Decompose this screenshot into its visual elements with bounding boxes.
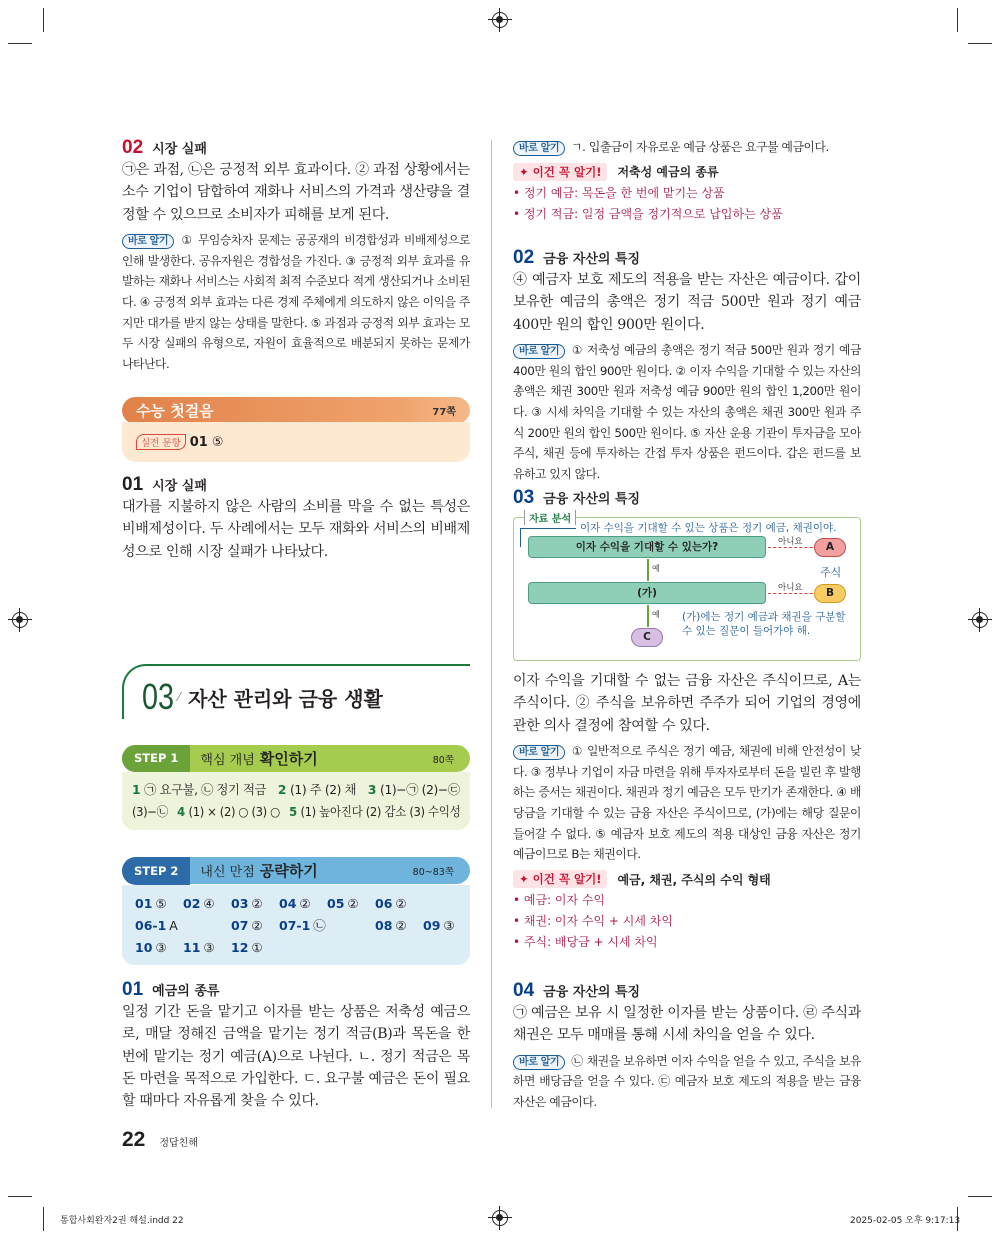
answer-number: 1 [132, 782, 141, 797]
registration-mark-icon [12, 612, 28, 628]
node-label: C [643, 631, 651, 643]
step1-banner [122, 745, 470, 772]
answer-item [177, 801, 280, 823]
banner-title: 수능 첫걸음 [136, 402, 214, 420]
answer-line [132, 779, 460, 801]
analysis-tag: 자료 분석 [524, 510, 576, 525]
baro-tag: 바로 알기 [513, 1055, 565, 1070]
answer-number: 07 [231, 918, 249, 933]
answer-cell [135, 937, 183, 959]
answer-number: 06-1 [135, 918, 167, 933]
page-footer [122, 1128, 198, 1152]
answer-value: ② [347, 896, 359, 911]
answer-section-01 [122, 474, 470, 563]
answer-number: 03 [231, 896, 249, 911]
step2-answers [122, 885, 470, 965]
answer-value: ⑤ [211, 434, 224, 450]
baro-tag: 바로 알기 [513, 745, 565, 760]
answer-section-03-text [513, 670, 861, 953]
page-number: 22 [122, 1128, 146, 1151]
answer-value: A [169, 918, 178, 933]
answer-number: 2 [277, 782, 287, 797]
answer-value: ③ [155, 940, 167, 955]
explanation-text: 이자 수익을 기대할 수 없는 금융 자산은 주식이므로, A는 주식이다. ② 주식을 보유하면 주주가 되어 기업의 경영에 관한 의사 결정에 참여할 수 있다. [513, 673, 861, 734]
baro-text: ㄱ. 입출금이 자유로운 예금 상품은 요구불 예금이다. [571, 140, 829, 154]
answer-item [289, 801, 460, 823]
yes-arrow [647, 559, 649, 581]
answer-value: ② [395, 896, 407, 911]
explanation-text: 대가를 지불하지 않은 사람의 소비를 막을 수 없는 특성은 비배제성이다. 두 사례에서는 모두 재화와 서비스의 비배제성으로 인해 시장 실패가 나타났다. [122, 499, 470, 560]
flow-diagram [513, 514, 861, 661]
slash-ornament: ⁄ [178, 690, 181, 704]
question-box-1 [528, 536, 766, 558]
answer-number: 10 [135, 940, 153, 955]
node-a-label: 주식 [820, 566, 842, 579]
answer-section-04 [513, 980, 861, 1113]
answer-cell [423, 893, 463, 915]
question-number: 02 [513, 247, 535, 268]
step-title: 핵심 개념 [200, 753, 255, 768]
step-title-strong: 공략하기 [259, 862, 318, 880]
answer-cell [375, 893, 423, 915]
bullet-item: • 정기 예금: 목돈을 한 번에 맡기는 상품 [513, 185, 725, 200]
step2-banner [122, 857, 470, 884]
node-b [814, 584, 846, 603]
answer-number: 4 [177, 804, 185, 819]
step-label: STEP 1 [122, 745, 190, 772]
answer-text: ㉠ 요구불, ㉡ 정기 적금 [144, 782, 267, 797]
baro-tag: 바로 알기 [513, 141, 565, 156]
answer-cell [183, 937, 231, 959]
answer-cell [327, 915, 375, 937]
answer-number: 5 [289, 804, 297, 819]
baro-text: ① 일반적으로 주식은 정기 예금, 채권에 비해 안전성이 낮다. ③ 정부나 기업이 자금 마련을 위해 투자자로부터 돈을 빌린 후 발행하는 증서는 채권이다. 채권과 정기 예금은 모두 만기가 존재한다. ④ 배당금을 기대할 수 있는 금융 자산은 주식이므로, (가)에는 해당 질문이 들어갈 수 없다. ⑤ 예금자 보호 제도의 적용 대상인 금융 자산은 정기 예금이므로 B는 채권이다. [513, 743, 861, 862]
answer-text: (1) × (2) ○ (3) ○ [188, 804, 280, 819]
answer-number: 04 [279, 896, 297, 911]
answer-value: ① [251, 940, 263, 955]
step1-answers [122, 772, 470, 830]
answer-number: 3 [367, 782, 377, 797]
answer-number: 11 [183, 940, 201, 955]
registration-mark-icon [492, 12, 508, 28]
explanation-text: ㉠ 예금은 보유 시 일정한 이자를 받는 상품이다. ㉣ 주식과 채권은 모두 매매를 통해 시세 차익을 얻을 수 있다. [513, 1005, 861, 1044]
answer-cell [327, 937, 375, 959]
page-ref: 77쪽 [432, 407, 456, 418]
answer-value: ② [251, 896, 263, 911]
column-divider [491, 140, 492, 1108]
answer-item [368, 779, 460, 801]
step-title-strong: 확인하기 [259, 750, 318, 768]
answer-text: (3)−㉡ [132, 804, 168, 819]
answer-line [132, 801, 460, 823]
question-number: 02 [122, 137, 144, 158]
must-know-title: 예금, 채권, 주식의 수익 형태 [617, 872, 771, 887]
answer-number: 01 [189, 434, 208, 450]
book-label: 정답친해 [159, 1138, 198, 1149]
answer-value: ㉡ [313, 918, 326, 933]
must-know-title: 저축성 예금의 종류 [617, 165, 719, 180]
question-box-2 [528, 582, 766, 604]
answer-cell [231, 893, 279, 915]
section-title: 금융 자산의 특징 [543, 492, 641, 507]
speech-note: 이자 수익을 기대할 수 있는 상품은 정기 예금, 채권이야. [580, 522, 837, 534]
yes-arrow [647, 605, 649, 627]
no-label: 아니요 [778, 537, 803, 547]
question-text: 이자 수익을 기대할 수 있는가? [575, 541, 719, 553]
answer-cell [183, 893, 231, 915]
yes-label: 예 [652, 564, 660, 573]
answer-section-02-right [513, 247, 861, 485]
baro-tag: 바로 알기 [122, 234, 174, 249]
right-top [513, 137, 861, 225]
page-ref: 80쪽 [432, 754, 454, 766]
node-c [631, 628, 663, 647]
answer-cell [327, 893, 375, 915]
crop-mark [8, 1196, 32, 1197]
answer-text: (1) 주 (2) 채 [290, 782, 357, 797]
connector-line [520, 528, 576, 529]
section-title: 금융 자산의 특징 [543, 252, 641, 267]
question-number: 03 [513, 487, 535, 508]
step-label: STEP 2 [122, 857, 190, 885]
must-know-tag: ✦ 이건 꼭 알기! [513, 163, 607, 181]
answer-cell [423, 915, 463, 937]
bullet-item: • 주식: 배당금 + 시세 차익 [513, 935, 658, 950]
answer-number: 02 [183, 896, 201, 911]
answer-value: ⑤ [155, 896, 167, 911]
registration-mark-icon [972, 612, 988, 628]
answer-section-02 [122, 137, 470, 375]
answer-value: ③ [443, 918, 455, 933]
question-number: 01 [122, 979, 144, 1000]
section-title: 예금의 종류 [152, 984, 220, 999]
answer-item [132, 779, 266, 801]
baro-text: ㉡ 채권을 보유하면 이자 수익을 얻을 수 있고, 주식을 보유하면 배당금을 얻을 수 있다. ㉢ 예금자 보호 제도의 적용을 받는 금융 자산은 예금이다. [513, 1053, 861, 1109]
answer-value: ② [251, 918, 263, 933]
answer-value: ② [299, 896, 311, 911]
speech-note: (가)에는 정기 예금과 채권을 구분할 수 있는 질문이 들어가야 해. [682, 611, 846, 637]
answer-number: 01 [135, 896, 153, 911]
crop-mark [957, 8, 958, 32]
answer-cell [135, 915, 183, 937]
section-title: 금융 자산의 특징 [543, 985, 641, 1000]
chapter-title [138, 676, 383, 718]
answer-number: 07-1 [279, 918, 311, 933]
answer-cell [423, 937, 463, 959]
step-title: 내신 만점 [200, 865, 255, 880]
answer-number: 09 [423, 918, 441, 933]
crop-mark [8, 43, 32, 44]
bullet-item: • 예금: 이자 수익 [513, 893, 606, 908]
chapter-name: 자산 관리와 금융 생활 [188, 686, 383, 711]
answer-cell [183, 915, 231, 937]
answer-item [278, 779, 356, 801]
crop-mark [43, 8, 44, 32]
must-know-tag: ✦ 이건 꼭 알기! [513, 870, 607, 888]
answer-cell [135, 893, 183, 915]
answer-number: 12 [231, 940, 249, 955]
answer-number: 05 [327, 896, 345, 911]
baro-text: ① 저축성 예금의 총액은 정기 적금 500만 원과 정기 예금 400만 원의 합인 900만 원이다. ② 이자 수익을 기대할 수 있는 자산의 총액은 채권 300만 원과 저축성 예금 900만 원의 합인 1,200만 원이다. ③ 시세 차익을 기대할 수 있는 자산의 총액은 채권 300만 원과 주식 200만 원의 합인 500만 원이다. ⑤ 자산 운용 기관이 투자금을 모아 주식, 채권 등에 투자하는 간접 투자 상품은 펀드이다. 갑은 펀드를 보유하고 있지 않다. [513, 342, 861, 482]
practice-tag: 실전 문항 [136, 434, 186, 450]
chapter-number: 03 [142, 676, 175, 717]
bullet-item: • 정기 적금: 일정 금액을 정기적으로 납입하는 상품 [513, 206, 783, 221]
no-label: 아니요 [778, 583, 803, 593]
answer-number: 06 [375, 896, 393, 911]
answer-text: (1) 높아진다 (2) 감소 (3) 수익성 [300, 804, 461, 819]
page-ref: 80~83쪽 [412, 866, 454, 878]
crop-mark [43, 1207, 44, 1231]
answer-cell [279, 937, 327, 959]
yes-label: 예 [652, 610, 660, 619]
print-date: 2025-02-05 오후 9:17:13 [850, 1216, 961, 1226]
answer-cell [231, 915, 279, 937]
answer-cell [375, 915, 423, 937]
node-label: A [825, 541, 835, 553]
answer-cell [231, 937, 279, 959]
answer-value: ③ [203, 940, 215, 955]
suneung-banner [122, 397, 470, 424]
explanation-text: 일정 기간 돈을 맡기고 이자를 받는 상품은 저축성 예금으로, 매달 정해진 금액을 맡기는 정기 적금(B)과 목돈을 한 번에 맡기는 정기 예금(A)으로 나뉜다. ㄴ. 정기 적금은 목돈 마련을 목적으로 가입한다. ㄷ. 요구불 예금은 돈이 필요할 때마다 자유롭게 찾을 수 있다. [122, 1004, 470, 1110]
node-a [814, 538, 846, 557]
answer-cell [375, 937, 423, 959]
answer-value: ④ [203, 896, 215, 911]
bullet-item: • 채권: 이자 수익 + 시세 차익 [513, 914, 673, 929]
baro-tag: 바로 알기 [513, 344, 565, 359]
registration-mark-icon [492, 1210, 508, 1226]
node-label: B [825, 587, 834, 599]
section-title: 시장 실패 [152, 142, 207, 157]
connector-line [520, 528, 521, 547]
crop-mark [968, 43, 992, 44]
no-arrow [768, 593, 818, 594]
question-number: 01 [122, 474, 144, 495]
explanation-text: ㉠은 과점, ㉡은 긍정적 외부 효과이다. ② 과점 상황에서는 소수 기업이 담합하여 재화나 서비스의 가격과 생산량을 결정할 수 있으므로 소비자가 피해를 보게 된다. [122, 162, 470, 223]
crop-mark [968, 1196, 992, 1197]
baro-text: ① 무임승차자 문제는 공공재의 비경합성과 비배제성으로 인해 발생한다. 공유자원은 경합성을 가진다. ③ 긍정적 외부 효과를 유발하는 재화나 서비스는 사회적 최적 수준보다 적게 생산되거나 소비된다. ④ 긍정적 외부 효과는 다른 경제 주체에게 의도하지 않은 이익을 주지만 대가를 받지 않는 상태를 말한다. ⑤ 과점과 긍정적 외부 효과는 모두 시장 실패의 유형으로, 자원이 효율적으로 배분되지 못하는 문제가 나타난다. [122, 232, 470, 372]
print-file-name: 통합사회완자2권 해설.indd 22 [60, 1216, 184, 1226]
explanation-text: ④ 예금자 보호 제도의 적용을 받는 자산은 예금이다. 갑이 보유한 예금의 총액은 정기 적금 500만 원과 정기 예금 400만 원의 합인 900만 원이다. [513, 272, 861, 333]
answer-section-03 [513, 487, 861, 509]
question-text: (가) [637, 587, 657, 599]
no-arrow [768, 547, 818, 548]
answer-grid [135, 893, 457, 959]
answer-section-01-deposit [122, 979, 470, 1112]
section-title: 시장 실패 [152, 479, 207, 494]
answer-cell [279, 915, 327, 937]
suneung-answer-box [122, 422, 470, 462]
answer-cell [279, 893, 327, 915]
answer-number: 08 [375, 918, 393, 933]
question-number: 04 [513, 980, 535, 1001]
answer-value: ② [395, 918, 407, 933]
answer-text: (1)−㉠ (2)−㉢ [380, 782, 460, 797]
